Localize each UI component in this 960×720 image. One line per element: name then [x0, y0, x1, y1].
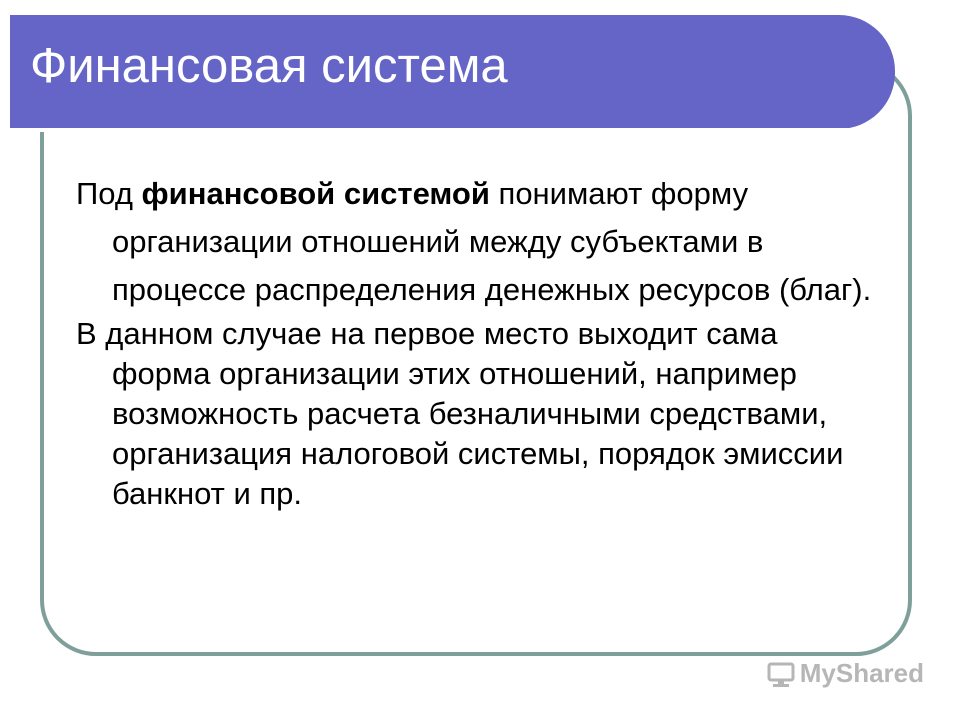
paragraph-explanation: В данном случае на первое место выходит сама форма организации этих отношений, например возможность расчета безналичными средствами, организация налоговой системы, порядок эмиссии банкнот и пр.: [76, 316, 844, 511]
watermark: [766, 658, 924, 689]
myshared-logo-icon: [766, 659, 796, 689]
slide-title: Финансовая система: [30, 39, 508, 93]
paragraph-definition-prefix: Под: [76, 176, 142, 211]
title-underline: [10, 128, 880, 132]
watermark-text: MyShared: [799, 658, 924, 688]
paragraph-definition-term: финансовой системой: [141, 176, 490, 211]
paragraph-definition-suffix: понимают форму организации отношений между субъектами в процессе распределения денежных ресурсов (благ).: [112, 176, 872, 307]
paragraph-definition: [76, 170, 876, 314]
slide-body: [76, 170, 876, 514]
